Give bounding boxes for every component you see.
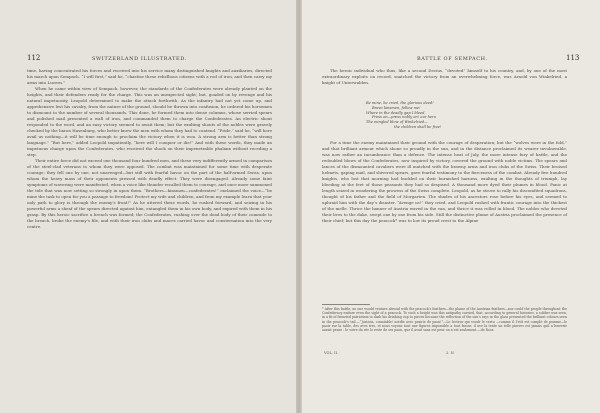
right-page-number: 113 bbox=[566, 54, 580, 62]
left-paragraph: When he came within view of Sempach, however, the standards of the Confederates were already planted on the heights, and their defenders ready for the charge. This was an unexpected sight; but, goaded on by revenge and his natural impetuosity, Leopold determined to make the attack forthwith. As the infantry had not yet come up, and apprehensive lest his cavalry, from the nature of the ground, should be thrown into confusion, he ordered his horsemen to dismount to the number of several thousands. This done, he formed them into dense columns, whose serried spears and polished mail presented a wall of iron, and commanded them to charge the Confederates. An electric shout responded to the word, and an easy victory seemed to await them; but the exulting shouts of the nobles were gravely checked by the baron Hasenburg, who better knew the men with whom they had to contend. “Pride,” said he, “will here avail us nothing—it will be time enough to proclaim the victory when it is won. A strong arm is better than strong language.” “But here,” added Leopold impatiently, “here will I conquer or die!” And with these words, they made an impetuous charge upon the Confederates, who received the shock on their impenetrable phalanx without receding a step. bbox=[27, 86, 272, 157]
poem-line: the children shall be free! bbox=[394, 124, 442, 129]
left-paragraph: time, having concentrated his forces and received into his service many distinguished knights and auxiliaries, directed his march upon Sempach. “I will first,” said he, “chastise these rebellious citizens with a rod of iron, and then carry my arms into Lucern.” bbox=[27, 68, 272, 85]
footnote: * After this battle, no one would venture abroad with the peacock’s feathers—the plume of the Austrian feathers—nor could the people throughout the Confederacy endure even the sight of a peacock. To such a height was this antipathy carried, that, according to general histories, a soldier was seen, in a fit of frenzied patriotism to dash his drinking cup to pieces because the reflection of the sun’s rays in the glass presented the brilliant colours seen in the peacock’s tail.—“Justicia, countable! notifie avec prairie de paon!”—Le lecteur qui voudr le vertu —comme il l’etit est complé de pomme—le paoir sur la table, des aves tres, et nous voyons tout une figures impossible a tout frasse, il ave la tente un telle pierres est jamais quil n’lenverie aurait pense : le votre du rée le reste de ses paon, que il avait sans est peur on n’est seulement.—de Roos. bbox=[322, 307, 567, 333]
poem-block bbox=[366, 101, 526, 130]
poem-line: The mingled blow of Winkelried— bbox=[366, 120, 428, 125]
poem-line: Press on—press nobly on! our hero bbox=[372, 115, 436, 120]
signature-mark-right: 2. N bbox=[446, 351, 454, 355]
footnote-rule bbox=[322, 304, 370, 305]
right-intro-text bbox=[322, 68, 567, 86]
left-paragraph: Their entire force did not exceed one thousand four hundred men, and these very indifferently armed in comparison of the steel-clad veterans to whom they were opposed. The combat was maintained for some time with desperate courage; they fell one by one, not unavenged—but still with fearful havoc on the part of the half-armed Swiss, upon whom the heavy mass of their opponents pressed with deadly effect. They were disengaged. Already some faint symptoms of wavering were manifested, when a voice like thunder recalled them to courage, and once more summoned the tide that was now setting so strongly in upon them. “Brothers—kinsmen—confederates!” exclaimed the voice—“be mine the task to open for you a passage to freedom! Protect my wife and children, and from my example learn that your only path to glory is through the enemy’s front!” As he uttered these words, he rushed forward, and seizing in his powerful arms a sheaf of the spears directed against him, entangled them in his own body, and expired with them in his grasp. By this heroic sacrifice a breach was formed; the Confederates, rushing over the dead body of their comrade to the breach, broke the enemy’s file, and with their iron clubs and maces carried havoc and consternation into the very centre. bbox=[27, 158, 272, 229]
poem-line: Bravo kinsmen, follow me! bbox=[372, 105, 421, 110]
right-paragraph: For a time the enemy maintained their ground with the courage of desperation; but the “wolves were in the fold,” and that brilliant armour which shone so proudly in the sun, and in the distance proclaimed its wearer invulnerable, was now rather an incumbrance than a defence. The intense heat of July, the more intense fury of battle, and the redoubled blows of the Confederates, now inspired by victory, covered the ground with noble victims. The spears and lances of the dismounted cavaliers were ill matched with the brawny arms and iron clubs of the Swiss. Their bruised helmets, gaping mail, and shivered spears, gave fearful testimony to the fierceness of the combat. Already five hundred knights, who lost that morning had buckled on their burnished harness, exulting in the thoughts of triumph, lay bleeding at the feet of those peasants they had so despised. A thousand more dyed their plumes in blood. Panic at length seized in wondering the prowess of the Swiss complete. Leopold, as he strove to rally his discomfited squadrons, thought of his father and the field of Morgarten. The shades of his ancestors rose before his eyes, and seemed to upbraid him with the day’s disaster. “Avenge us!” they cried, and Leopold rushed with frantic courage into the thickest of the melle. Thrice the banner of Austria waved in the van, and thrice it was rolled in blood. The nobles who devoted their lives to the duke, swept one by one from his side. Still the distinctive plume of Austria proclaimed the presence of their chief; but this day the peacock* was to low its proud crest to the Alpine bbox=[322, 140, 567, 223]
right-running-head: BATTLE OF SEMPACH. bbox=[417, 56, 488, 62]
right-body-text bbox=[322, 140, 567, 224]
left-running-head: SWITZERLAND ILLUSTRATED. bbox=[92, 56, 187, 62]
left-page-number: 112 bbox=[27, 54, 41, 62]
poem-line: Be mine, he cried, the glorious deed! bbox=[366, 101, 434, 105]
signature-mark-left: VOL. II. bbox=[324, 351, 339, 355]
poem-line: Where in the deadly gap I bleed, bbox=[366, 110, 426, 115]
right-intro-paragraph: The heroic individual who thus, like a second Decius, “devoted” himself to his country, and, by one of the most extraordinary exploits on record, snatched the victory from an overwhelming force, was Arnold von Winkelried, a knight of Unterwalden. bbox=[322, 68, 567, 85]
left-body-text bbox=[27, 68, 272, 230]
right-page bbox=[302, 0, 600, 413]
left-page bbox=[0, 0, 296, 413]
